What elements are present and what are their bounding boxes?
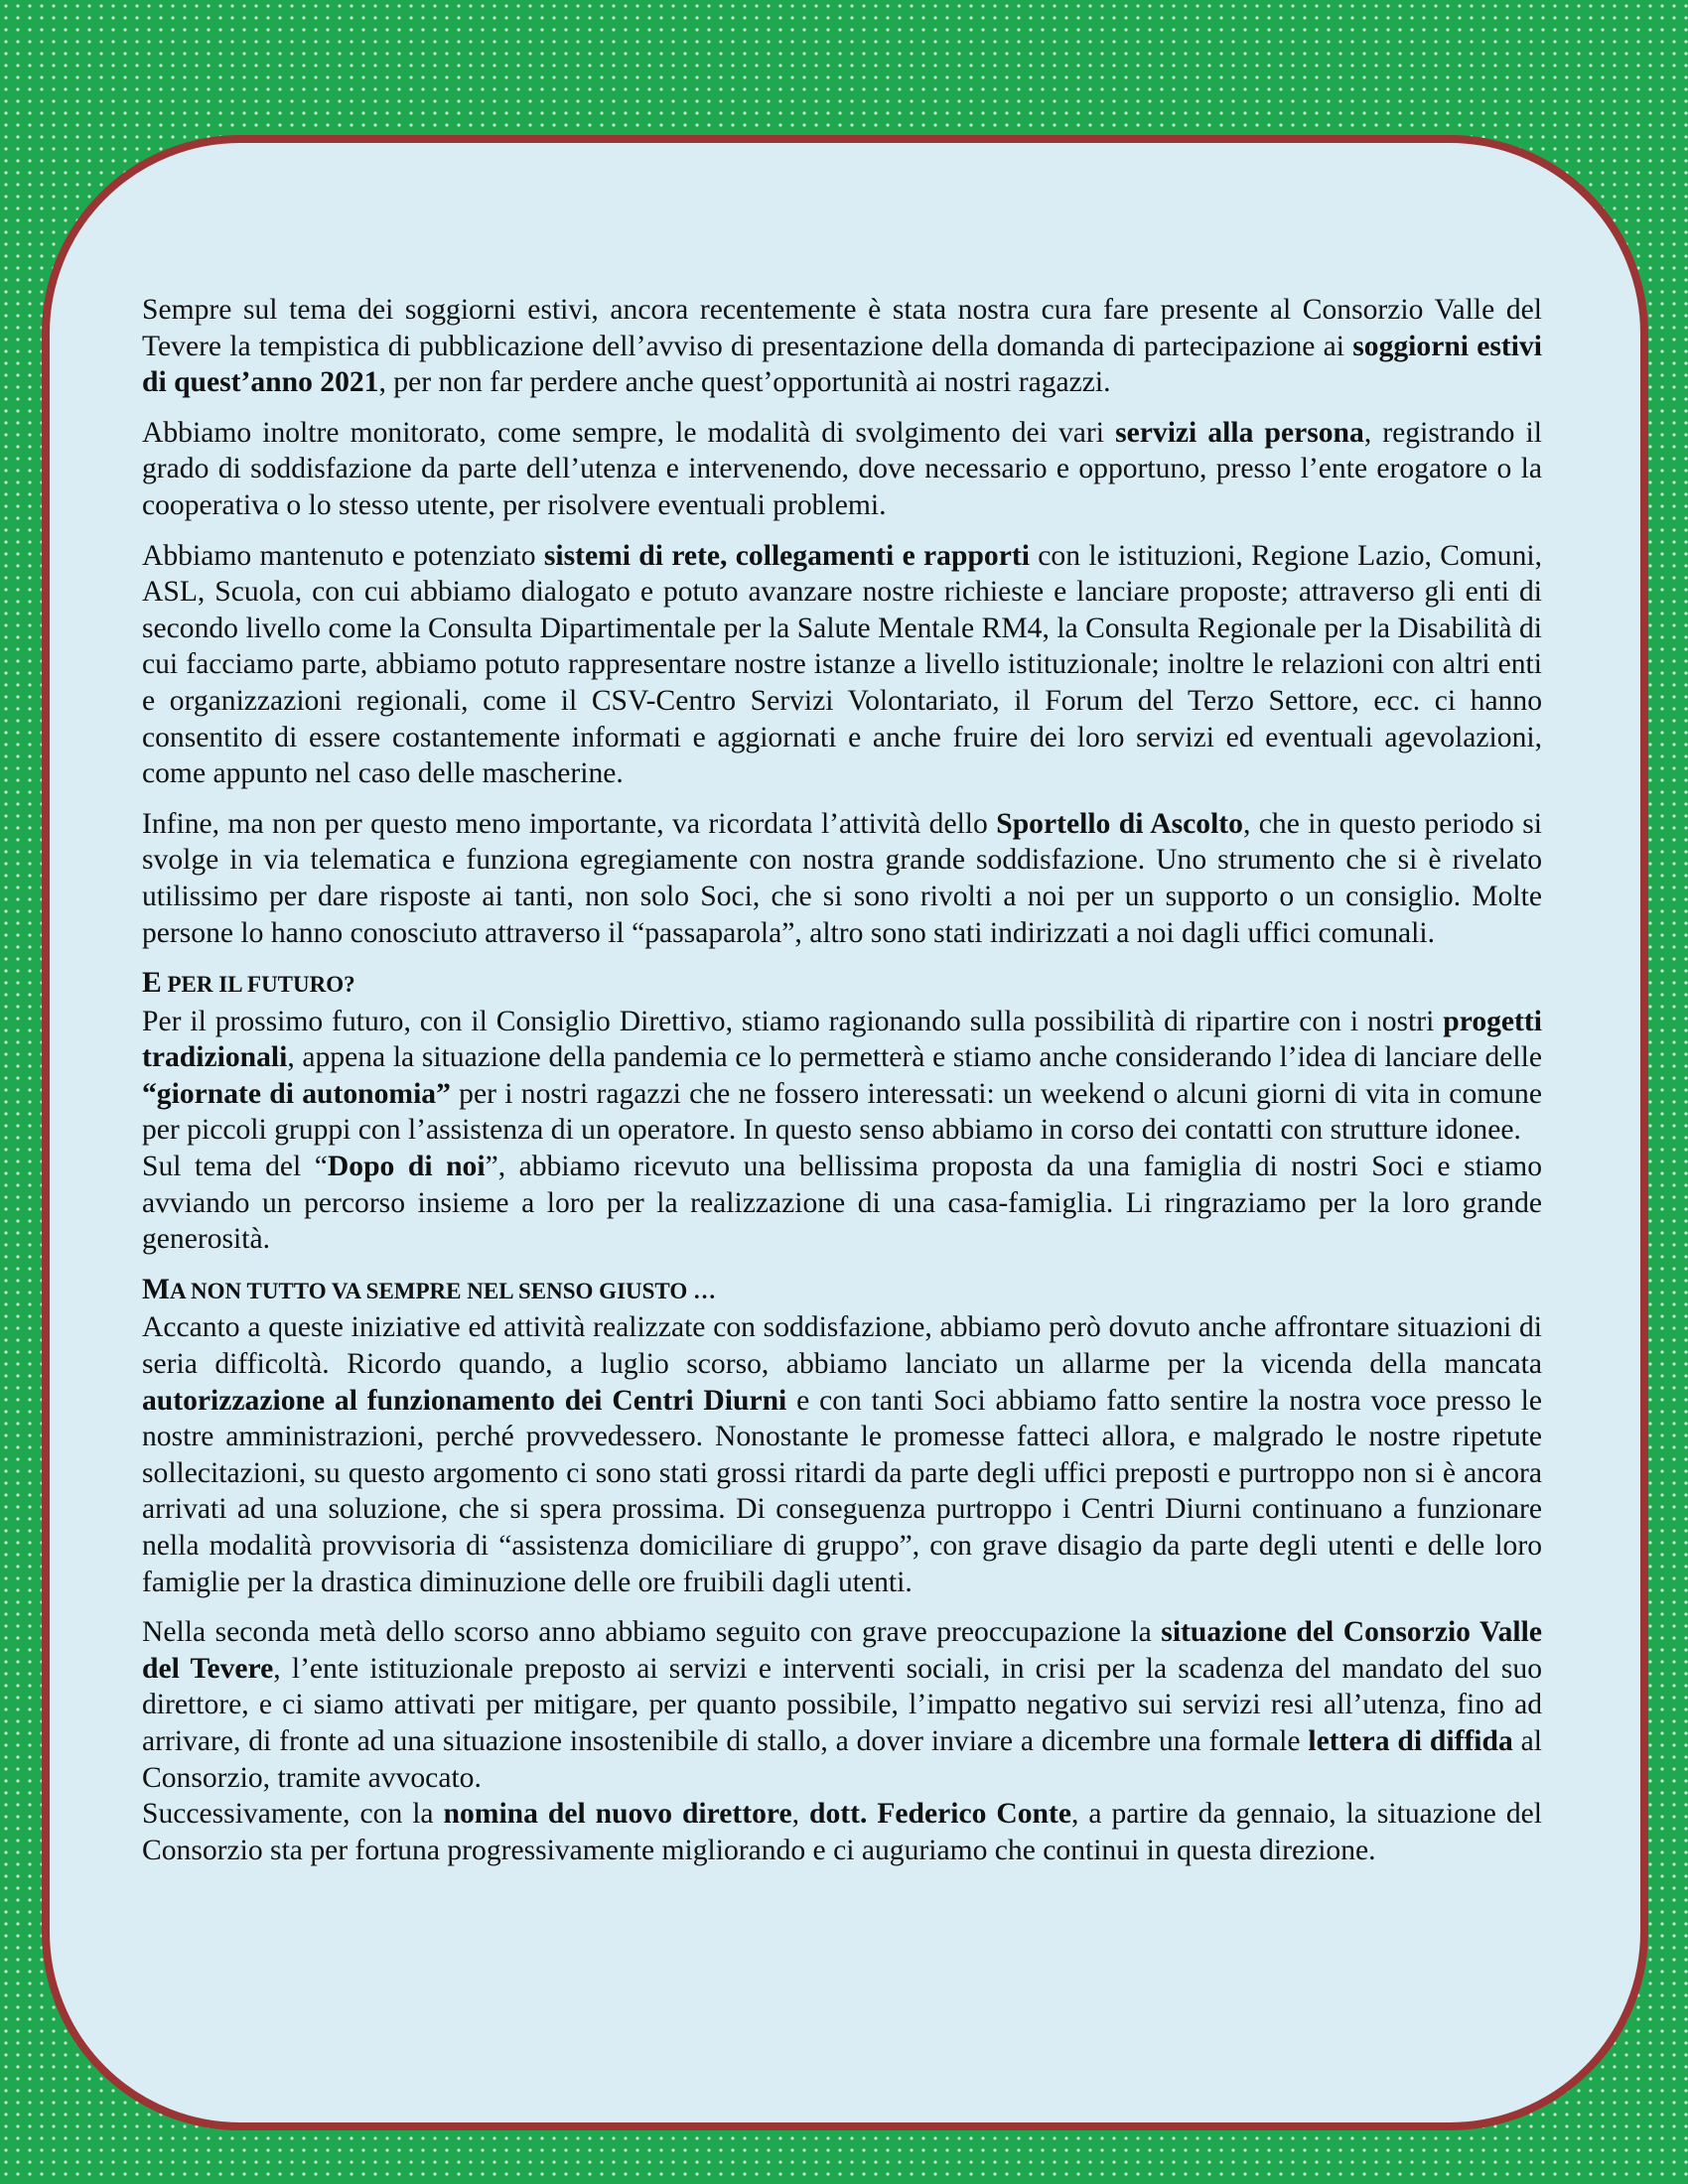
paragraph-consortium: Nella seconda metà dello scorso anno abbiamo seguito con grave preoccupazione la situazione del Consorzio Valle del Tevere, l’ente istituzionale preposto ai servizi e interventi sociali, in crisi per la scadenza del mandato del suo direttore, e ci siamo attivati per mitigare, per quanto possibile, l’impatto negativo sui servizi resi all’utenza, fino ad arrivare, di fronte ad una situazione insostenibile di stallo, a dover inviare a dicembre una formale lettera di diffida al Consorzio, tramite avvocato. [142,1616,1543,1794]
paragraph-new-director: Successivamente, con la nomina del nuovo direttore, dott. Federico Conte, a partire da gennaio, la situazione del Consorzio sta per fortuna progressivamente migliorando e ci auguriamo che continui in questa direzione. [142,1798,1543,1866]
paragraph-future-projects: Per il prossimo futuro, con il Consiglio Direttivo, stiamo ragionando sulla possibilità di ripartire con i nostri progetti tradizionali, appena la situazione della pandemia ce lo permetterà e stiamo anche considerando l’idea di lanciare delle “giornate di autonomia” per i nostri ragazzi che ne fossero interessati: un weekend o alcuni giorni di vita in comune per piccoli gruppi con l’assistenza di un operatore. In questo senso abbiamo in corso dei contatti con strutture idonee. [142,1005,1542,1147]
paragraph-personal-services: Abbiamo inoltre monitorato, come sempre, le modalità di svolgimento dei vari servizi alla persona, registrando il grado di soddisfazione da parte dell’utenza e intervenendo, dove necessario e opportuno, presso l’ente erogatore o la cooperativa o lo stesso utente, per risolvere eventuali problemi. [142,416,1542,521]
heading-future: E PER IL FUTURO? [142,967,355,1000]
heading-difficulties: MA NON TUTTO VA SEMPRE NEL SENSO GIUSTO … [142,1273,716,1305]
paragraph-after-us: Sul tema del “Dopo di noi”, abbiamo ricevuto una bellissima proposta da una famiglia di nostri Soci e stiamo avviando un percorso insieme a loro per la realizzazione di una casa-famiglia. Li ringraziamo per la loro grande generosità. [142,1151,1542,1256]
paragraph-network: Abbiamo mantenuto e potenziato sistemi di rete, collegamenti e rapporti con le istituzioni, Regione Lazio, Comuni, ASL, Scuola, con cui abbiamo dialogato e potuto avanzare nostre richieste e lanciare proposte; attraverso gli enti di secondo livello come la Consulta Dipartimentale per la Salute Mentale RM4, la Consulta Regionale per la Disabilità di cui facciamo parte, abbiamo potuto rappresentare nostre istanze a livello istituzionale; inoltre le relazioni con altri enti e organizzazioni regionali, come il CSV-Centro Servizi Volontariato, il Forum del Terzo Settore, ecc. ci hanno consentito di essere costantemente informati e aggiornati e anche fruire dei loro servizi ed eventuali agevolazioni, come appunto nel caso delle mascherine. [142,539,1543,790]
paragraph-day-centers: Accanto a queste iniziative ed attività realizzate con soddisfazione, abbiamo però dovuto anche affrontare situazioni di seria difficoltà. Ricordo quando, a luglio scorso, abbiamo lanciato un allarme per la vicenda della mancata autorizzazione al funzionamento dei Centri Diurni e con tanti Soci abbiamo fatto sentire la nostra voce presso le nostre amministrazioni, perché provvedessero. Nonostante le promesse fatteci allora, e malgrado le nostre ripetute sollecitazioni, su questo argomento ci sono stati grossi ritardi da parte degli uffici preposti e purtroppo non si è ancora arrivati ad una soluzione, che si spera prossima. Di conseguenza purtroppo i Centri Diurni continuano a funzionare nella modalità provvisoria di “assistenza domiciliare di gruppo”, con grave disagio da parte degli utenti e delle loro famiglie per la drastica diminuzione delle ore fruibili dagli utenti. [142,1311,1542,1598]
paragraph-listening-desk: Infine, ma non per questo meno importante, va ricordata l’attività dello Sportello di Ascolto, che in questo periodo si svolge in via telematica e funziona egregiamente con nostra grande soddisfazione. Uno strumento che si è rivelato utilissimo per dare risposte ai tanti, non solo Soci, che si sono rivolti a noi per un supporto o un consiglio. Molte persone lo hanno conosciuto attraverso il “passaparola”, altro sono stati indirizzati a noi dagli uffici comunali. [142,807,1542,949]
paragraph-summer-stays: Sempre sul tema dei soggiorni estivi, ancora recentemente è stata nostra cura fare presente al Consorzio Valle del Tevere la tempistica di pubblicazione dell’avviso di presentazione della domanda di partecipazione ai soggiorni estivi di quest’anno 2021, per non far perdere anche quest’opportunità ai nostri ragazzi. [142,294,1542,399]
document-body [142,292,1542,1882]
